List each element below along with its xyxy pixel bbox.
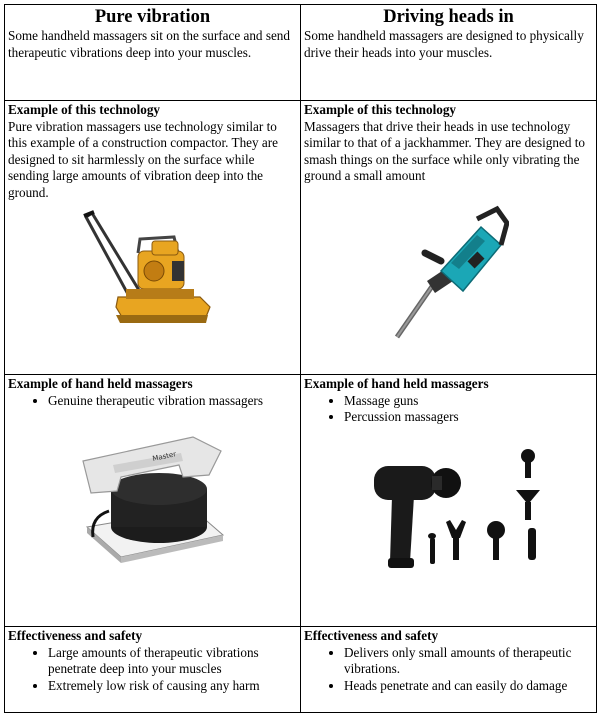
plate-compactor-image [8,209,297,334]
safety-heading: Effectiveness and safety [304,628,439,643]
comparison-table [4,4,597,713]
massager-brand-label: Master [151,450,177,463]
list-item: • Extremely low risk of causing any harm [48,678,297,695]
massage-gun-image [304,446,593,586]
jackhammer-image [304,205,593,345]
list-item: • Delivers only small amounts of therapeutic vibrations. [344,645,593,678]
technology-text: Pure vibration massagers use technology similar to this example of a construction compactor. They are designed to sit harmlessly on the surface while sending large amounts of vibration deep into the ground. [8,118,279,200]
list-item: • Massage guns [344,393,593,410]
safety-heading: Effectiveness and safety [8,628,143,643]
massagers-heading: Example of hand held massagers [8,376,193,391]
list-item: • Percussion massagers [344,409,593,426]
driving-heads-title: Driving heads in [383,7,514,27]
pure-vibration-title: Pure vibration [94,7,211,27]
massage-gun-cell [301,375,597,627]
jackhammer-icon [389,205,509,345]
massage-gun-icon [344,446,554,586]
list-item: • Heads penetrate and can easily do damage [344,678,593,695]
header-row [5,5,597,101]
technology-row [5,101,597,375]
safety-list [304,645,593,695]
vibration-massager-cell [5,375,301,627]
technology-heading: Example of this technology [8,102,161,117]
driving-heads-description: Some handheld massagers are designed to physically drive their heads into your muscles. [304,28,584,60]
safety-row [5,627,597,713]
list-item: • Large amounts of therapeutic vibrations penetrate deep into your muscles [48,645,297,678]
massagers-row [5,375,597,627]
massagers-list [304,393,593,426]
vibration-safety-cell [5,627,301,713]
safety-list [8,645,297,695]
technology-text: Massagers that drive their heads in use technology similar to that of a jackhammer. They are designed to smash things on the surface while only vibrating the ground a small amount [304,118,585,183]
driving-safety-cell [301,627,597,713]
driving-heads-header-cell [301,5,597,101]
pure-vibration-header-cell [5,5,301,101]
massagers-list [8,393,297,410]
plate-compactor-icon [78,209,228,334]
vibration-massager-icon [73,431,233,571]
compactor-cell [5,101,301,375]
pure-vibration-description: Some handheld massagers sit on the surface and send therapeutic vibrations deep into your muscles. [8,28,290,60]
technology-heading: Example of this technology [304,102,457,117]
jackhammer-cell [301,101,597,375]
list-item: • Genuine therapeutic vibration massagers [48,393,297,410]
massagers-heading: Example of hand held massagers [304,376,489,391]
vibration-massager-image [8,431,297,571]
